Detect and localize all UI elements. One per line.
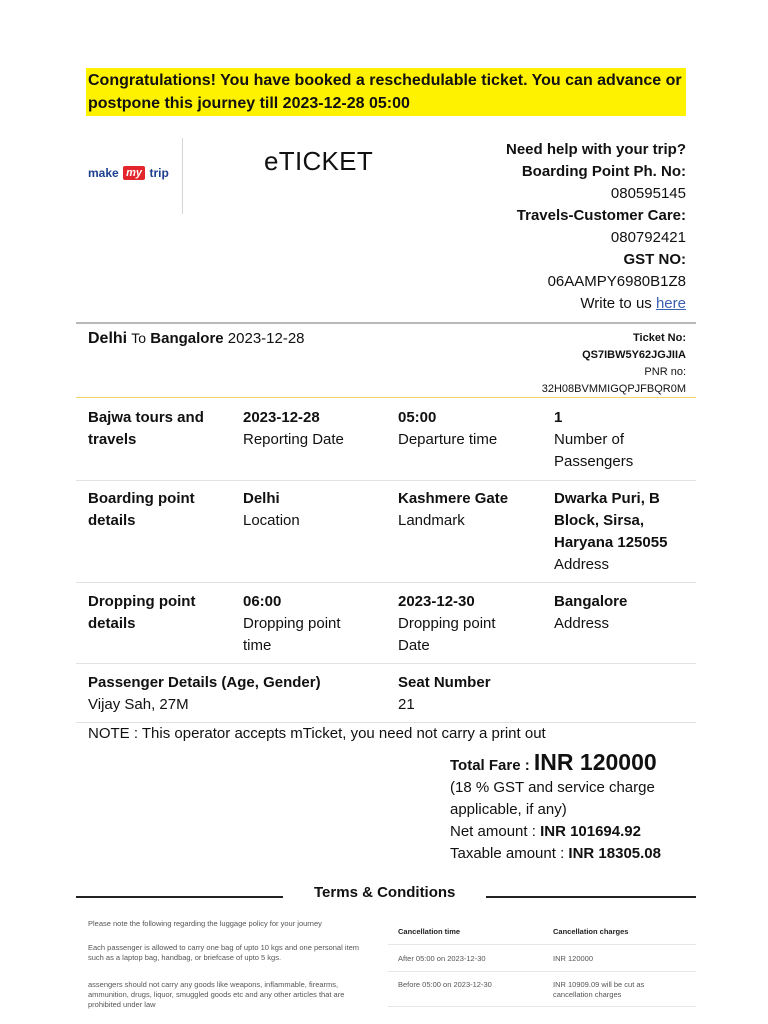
gst-note-line1: (18 % GST and service charge (450, 779, 655, 796)
to-word: To (131, 330, 147, 346)
header-divider (76, 322, 696, 324)
dropping-date-label1: Dropping point (398, 615, 496, 632)
boarding-location-label: Location (243, 512, 300, 529)
reporting-date (243, 407, 344, 451)
reporting-date-label: Reporting Date (243, 431, 344, 448)
fare-summary (450, 751, 661, 865)
luggage-allowance (88, 943, 359, 963)
seat-number-value: 21 (398, 696, 415, 713)
dropping-title (88, 591, 195, 635)
dropping-date-value: 2023-12-30 (398, 593, 475, 610)
passenger-row (76, 664, 696, 723)
boarding-phone-label: Boarding Point Ph. No: (521, 163, 686, 180)
gst-label: GST NO: (623, 251, 686, 268)
cancellation-row-2-charge-line1: INR 10909.09 will be cut as (553, 980, 645, 989)
operator-row (76, 398, 696, 481)
reporting-date-value: 2023-12-28 (243, 409, 320, 426)
pnr-label: PNR no: (644, 366, 686, 378)
departure-time-label: Departure time (398, 431, 498, 448)
taxable-amount (450, 843, 661, 865)
luggage-allowance-line2: such as a laptop bag, handbag, or briefcase of upto 5 kgs. (88, 953, 282, 962)
logo-divider (182, 138, 183, 214)
ticket-no-label: Ticket No: (633, 332, 686, 344)
boarding-title-line1: Boarding point (88, 490, 195, 507)
customer-care-label: Travels-Customer Care: (516, 207, 686, 224)
dropping-title-line1: Dropping point (88, 593, 196, 610)
cancellation-row-1-time: After 05:00 on 2023-12-30 (398, 954, 486, 963)
boarding-landmark (398, 488, 508, 532)
cancellation-row-2 (388, 972, 696, 1007)
cancellation-row-1 (388, 945, 696, 972)
prohibited-goods (88, 980, 344, 1010)
boarding-phone: 080595145 (610, 185, 686, 202)
ticket-info (542, 330, 686, 398)
ticket-no: QS7IBW5Y62JGJIIA (582, 349, 686, 361)
net-amount-label: Net amount : (450, 823, 536, 840)
dropping-time-label2: time (243, 637, 272, 654)
operator-name (88, 407, 204, 451)
boarding-location (243, 488, 300, 532)
operator-name-line1: Bajwa tours and (88, 409, 204, 426)
dropping-time (243, 591, 341, 657)
logo-my: my (123, 166, 145, 180)
dropping-date (398, 591, 496, 657)
dropping-address (554, 591, 627, 635)
logo-trip: trip (149, 165, 169, 180)
boarding-landmark-value: Kashmere Gate (398, 490, 509, 507)
help-block (506, 139, 686, 315)
boarding-location-value: Delhi (243, 490, 280, 507)
total-fare-value: INR 120000 (533, 749, 657, 775)
departure-time (398, 407, 497, 451)
page-title: eTICKET (264, 146, 374, 176)
boarding-address-line1: Dwarka Puri, B (554, 490, 660, 507)
taxable-amount-value: INR 18305.08 (568, 845, 661, 862)
boarding-title-line2: details (88, 512, 136, 529)
net-amount-value: INR 101694.92 (540, 823, 641, 840)
logo-make: make (88, 165, 119, 180)
boarding-row (76, 481, 696, 583)
net-amount (450, 821, 661, 843)
terms-title: Terms & Conditions (314, 884, 456, 901)
total-fare (450, 751, 661, 777)
total-fare-label: Total Fare : (450, 757, 530, 774)
terms-divider-left (76, 896, 283, 898)
passenger-count-label1: Number of (554, 431, 625, 448)
passenger-count (554, 407, 633, 473)
taxable-amount-label: Taxable amount : (450, 845, 565, 862)
passenger-details (88, 672, 321, 716)
seat-number (398, 672, 491, 716)
pnr-number: 32H08BVMMIGQPJFBQR0M (541, 383, 686, 395)
passenger-count-label2: Passengers (554, 453, 634, 470)
dropping-address-value: Bangalore (554, 593, 628, 610)
prohibited-goods-line1: assengers should not carry any goods like weapons, inflammable, firearms, (88, 980, 339, 989)
luggage-allowance-line1: Each passenger is allowed to carry one bag of upto 10 kgs and one personal item (88, 943, 360, 952)
cancellation-row-1-charge: INR 120000 (553, 954, 594, 963)
route-summary (88, 330, 305, 348)
passenger-details-title: Passenger Details (Age, Gender) (88, 674, 321, 691)
boarding-address-label: Address (554, 556, 610, 573)
origin-city: Delhi (88, 330, 128, 347)
boarding-address-line3: Haryana 125055 (554, 534, 668, 551)
write-to-us-text: Write to us (580, 295, 652, 312)
prohibited-goods-line2: ammunition, drugs, liquor, smuggled goods etc and any other articles that are (88, 990, 345, 999)
journey-date: 2023-12-28 (227, 330, 305, 347)
terms-divider-right (486, 896, 696, 898)
boarding-address-line2: Block, Sirsa, (554, 512, 645, 529)
cancellation-charge-header: Cancellation charges (553, 927, 629, 936)
luggage-policy-intro: Please note the following regarding the luggage policy for your journey (88, 919, 322, 928)
write-to-us-link[interactable]: here (655, 295, 686, 312)
customer-care-phone: 080792421 (610, 229, 686, 246)
cancellation-row-2-charge (553, 980, 644, 1000)
cancellation-header (388, 918, 696, 945)
banner-text: Congratulations! You have booked a reschedulable ticket. You can advance or postpone this journey till 2023-12-28 05:00 (88, 72, 682, 112)
gst-note-line2: applicable, if any) (450, 801, 567, 818)
destination-city: Bangalore (150, 330, 224, 347)
dropping-time-value: 06:00 (243, 593, 282, 610)
passenger-count-value: 1 (554, 409, 563, 426)
help-heading: Need help with your trip? (505, 141, 686, 158)
dropping-address-label: Address (554, 615, 610, 632)
write-to-us (506, 293, 686, 315)
gst-number: 06AAMPY6980B1Z8 (547, 273, 686, 290)
cancellation-row-2-time: Before 05:00 on 2023-12-30 (398, 980, 492, 989)
boarding-title (88, 488, 195, 532)
cancellation-row-2-charge-line2: cancellation charges (553, 990, 622, 999)
seat-number-title: Seat Number (398, 674, 491, 691)
dropping-time-label1: Dropping point (243, 615, 341, 632)
reschedule-banner (86, 68, 686, 116)
departure-time-value: 05:00 (398, 409, 437, 426)
operator-name-line2: travels (88, 431, 137, 448)
makemytrip-logo (88, 164, 170, 186)
passenger-details-value: Vijay Sah, 27M (88, 696, 189, 713)
dropping-row (76, 583, 696, 664)
dropping-date-label2: Date (398, 637, 430, 654)
cancellation-time-header: Cancellation time (398, 927, 461, 936)
mticket-note: NOTE : This operator accepts mTicket, you need not carry a print out (88, 725, 546, 742)
boarding-address (554, 488, 667, 576)
dropping-title-line2: details (88, 615, 136, 632)
boarding-landmark-label: Landmark (398, 512, 465, 529)
prohibited-goods-line3: prohibited under law (88, 1000, 156, 1009)
